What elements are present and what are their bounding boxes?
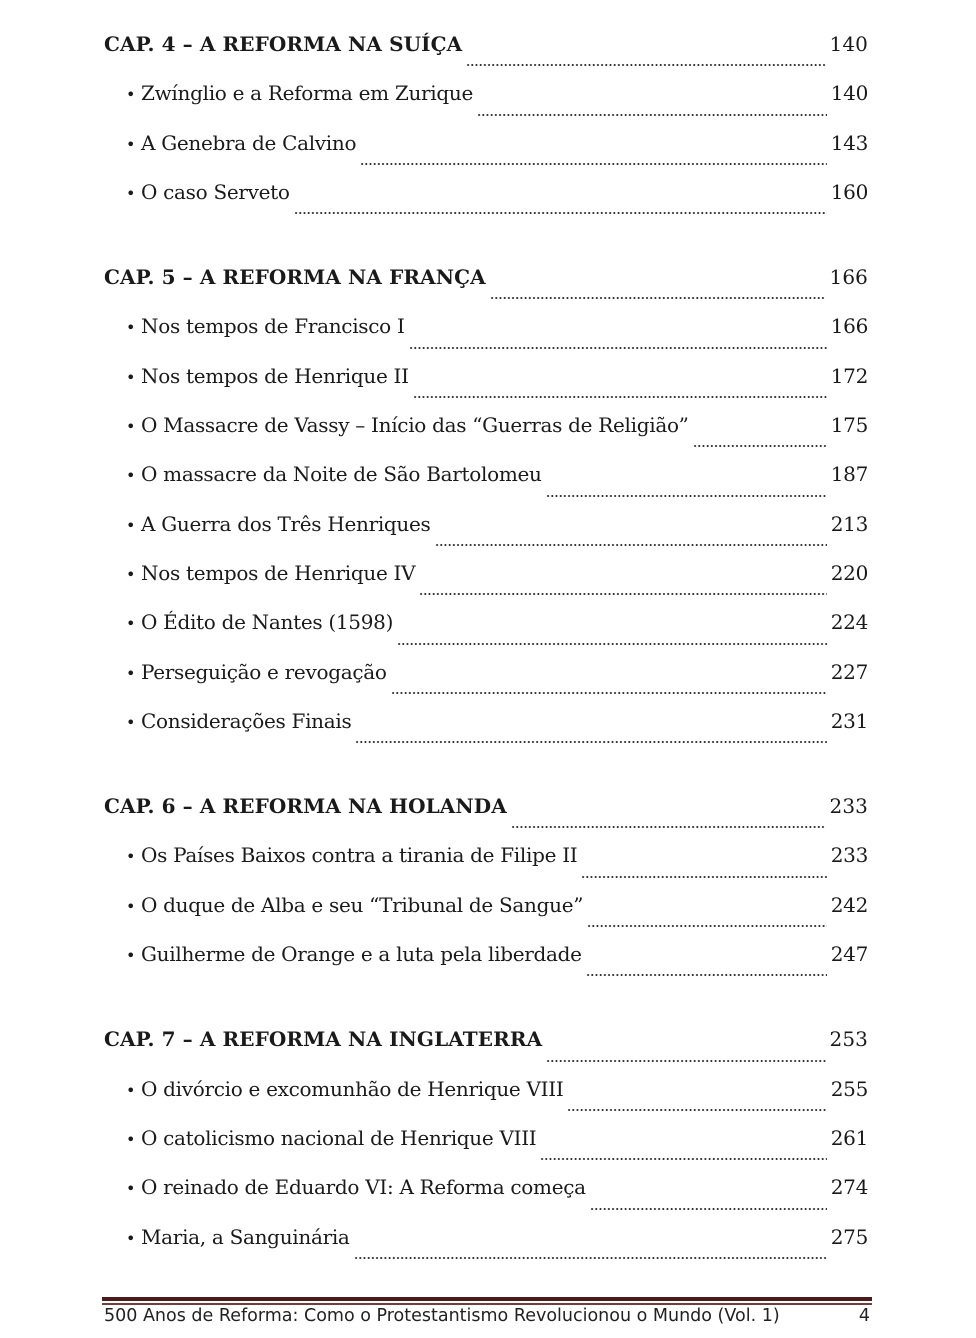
bullet-icon: • [126, 896, 136, 916]
page-number: 253 [829, 1027, 868, 1052]
section-title: Os Países Baixos contra a tirania de Filipe II [141, 843, 578, 868]
dot-leader [546, 1060, 825, 1062]
toc-section-entry[interactable] [104, 127, 868, 176]
chapter-spacer [104, 754, 868, 790]
section-title: Perseguição e revogação [141, 659, 387, 684]
section-title: O catolicismo nacional de Henrique VIII [141, 1125, 537, 1150]
dot-leader [511, 826, 826, 828]
page-number: 172 [830, 363, 868, 388]
bullet-icon: • [126, 712, 136, 732]
bullet-icon: • [126, 946, 136, 966]
section-title: O divórcio e excomunhão de Henrique VIII [141, 1076, 564, 1101]
section-title: O Édito de Nantes (1598) [141, 610, 394, 635]
toc-section-entry[interactable] [104, 1073, 868, 1122]
bullet-icon: • [126, 564, 136, 584]
section-title: Maria, a Sanguinária [141, 1224, 350, 1249]
page-number: 213 [830, 511, 868, 536]
section-title: O massacre da Noite de São Bartolomeu [141, 462, 542, 487]
chapter-spacer [104, 987, 868, 1023]
page-number: 242 [830, 892, 868, 917]
chapter-title: CAP. 7 – A REFORMA NA INGLATERRA [104, 1027, 543, 1052]
dot-leader [391, 692, 827, 694]
page-number: 255 [830, 1076, 868, 1101]
dot-leader [294, 212, 827, 214]
section-title: A Guerra dos Três Henriques [141, 511, 431, 536]
dot-leader [413, 396, 827, 398]
toc-section-entry[interactable] [104, 656, 868, 705]
toc-section-entry[interactable] [104, 938, 868, 987]
dot-leader [354, 1257, 827, 1259]
bullet-icon: • [126, 1080, 136, 1100]
toc-chapter-entry[interactable] [104, 28, 868, 77]
page-number: 166 [829, 265, 868, 290]
bullet-icon: • [126, 847, 136, 867]
section-title: Nos tempos de Henrique II [141, 363, 409, 388]
page-number: 224 [830, 610, 868, 635]
page-footer [104, 1306, 870, 1326]
page-number: 233 [829, 794, 868, 819]
toc-section-entry[interactable] [104, 409, 868, 458]
page-number: 143 [830, 130, 868, 155]
page-number: 140 [829, 32, 868, 56]
toc-section-entry[interactable] [104, 705, 868, 754]
dot-leader [397, 643, 827, 645]
bullet-icon: • [126, 614, 136, 634]
page-number: 227 [830, 659, 868, 684]
section-title: Zwínglio e a Reforma em Zurique [141, 81, 474, 106]
dot-leader [540, 1158, 826, 1160]
page-number: 247 [830, 942, 868, 967]
bullet-icon: • [126, 183, 136, 203]
chapter-title: CAP. 4 – A REFORMA NA SUÍÇA [104, 32, 463, 56]
toc-section-entry[interactable] [104, 310, 868, 359]
toc-chapter-entry[interactable] [104, 1023, 868, 1072]
page-number: 261 [830, 1125, 868, 1150]
dot-leader [419, 593, 826, 595]
toc-section-entry[interactable] [104, 508, 868, 557]
toc-section-entry[interactable] [104, 458, 868, 507]
dot-leader [567, 1109, 826, 1111]
toc-section-entry[interactable] [104, 1221, 868, 1270]
footer-divider-thin [102, 1303, 872, 1305]
page-number: 187 [830, 462, 868, 487]
section-title: Nos tempos de Henrique IV [141, 560, 416, 585]
page-number: 175 [830, 413, 868, 438]
page-number: 231 [830, 708, 868, 733]
toc-section-entry[interactable] [104, 606, 868, 655]
bullet-icon: • [126, 515, 136, 535]
dot-leader [466, 64, 825, 66]
section-title: O caso Serveto [141, 179, 290, 204]
page-number: 166 [830, 314, 868, 339]
toc-section-entry[interactable] [104, 176, 868, 225]
toc-section-entry[interactable] [104, 77, 868, 126]
toc-section-entry[interactable] [104, 1122, 868, 1171]
section-title: Considerações Finais [141, 708, 352, 733]
dot-leader [586, 974, 827, 976]
section-title: O Massacre de Vassy – Início das “Guerras de Religião” [141, 413, 689, 438]
dot-leader [693, 445, 827, 447]
page-number: 160 [830, 179, 868, 204]
chapter-spacer [104, 225, 868, 261]
section-title: A Genebra de Calvino [141, 130, 357, 155]
chapter-title: CAP. 6 – A REFORMA NA HOLANDA [104, 794, 507, 819]
toc-section-entry[interactable] [104, 889, 868, 938]
table-of-contents [104, 28, 868, 1270]
section-title: O duque de Alba e seu “Tribunal de Sangue” [141, 892, 584, 917]
bullet-icon: • [126, 417, 136, 437]
footer-divider [102, 1297, 872, 1301]
section-title: O reinado de Eduardo VI: A Reforma começa [141, 1175, 586, 1200]
page-number: 233 [830, 843, 868, 868]
bullet-icon: • [126, 318, 136, 338]
page-number: 220 [830, 560, 868, 585]
bullet-icon: • [126, 367, 136, 387]
bullet-icon: • [126, 1129, 136, 1149]
toc-chapter-entry[interactable] [104, 790, 868, 839]
toc-chapter-entry[interactable] [104, 261, 868, 310]
bullet-icon: • [126, 663, 136, 683]
dot-leader [355, 741, 826, 743]
dot-leader [587, 925, 827, 927]
bullet-icon: • [126, 134, 136, 154]
dot-leader [490, 297, 826, 299]
footer-book-title: 500 Anos de Reforma: Como o Protestantismo Revolucionou o Mundo (Vol. 1) [104, 1306, 780, 1326]
section-title: Guilherme de Orange e a luta pela liberdade [141, 942, 582, 967]
dot-leader [581, 876, 826, 878]
toc-section-entry[interactable] [104, 557, 868, 606]
section-title: Nos tempos de Francisco I [141, 314, 405, 339]
chapter-title: CAP. 5 – A REFORMA NA FRANÇA [104, 265, 486, 290]
bullet-icon: • [126, 85, 136, 105]
page-number: 140 [830, 81, 868, 106]
dot-leader [435, 544, 827, 546]
bullet-icon: • [126, 1179, 136, 1199]
toc-section-entry[interactable] [104, 839, 868, 888]
bullet-icon: • [126, 1228, 136, 1248]
dot-leader [409, 347, 827, 349]
toc-section-entry[interactable] [104, 1171, 868, 1220]
page-number: 275 [830, 1224, 868, 1249]
footer-page-number: 4 [858, 1306, 870, 1326]
page-number: 274 [830, 1175, 868, 1200]
dot-leader [477, 114, 827, 116]
dot-leader [590, 1208, 827, 1210]
dot-leader [546, 495, 827, 497]
dot-leader [360, 163, 827, 165]
toc-section-entry[interactable] [104, 360, 868, 409]
bullet-icon: • [126, 466, 136, 486]
